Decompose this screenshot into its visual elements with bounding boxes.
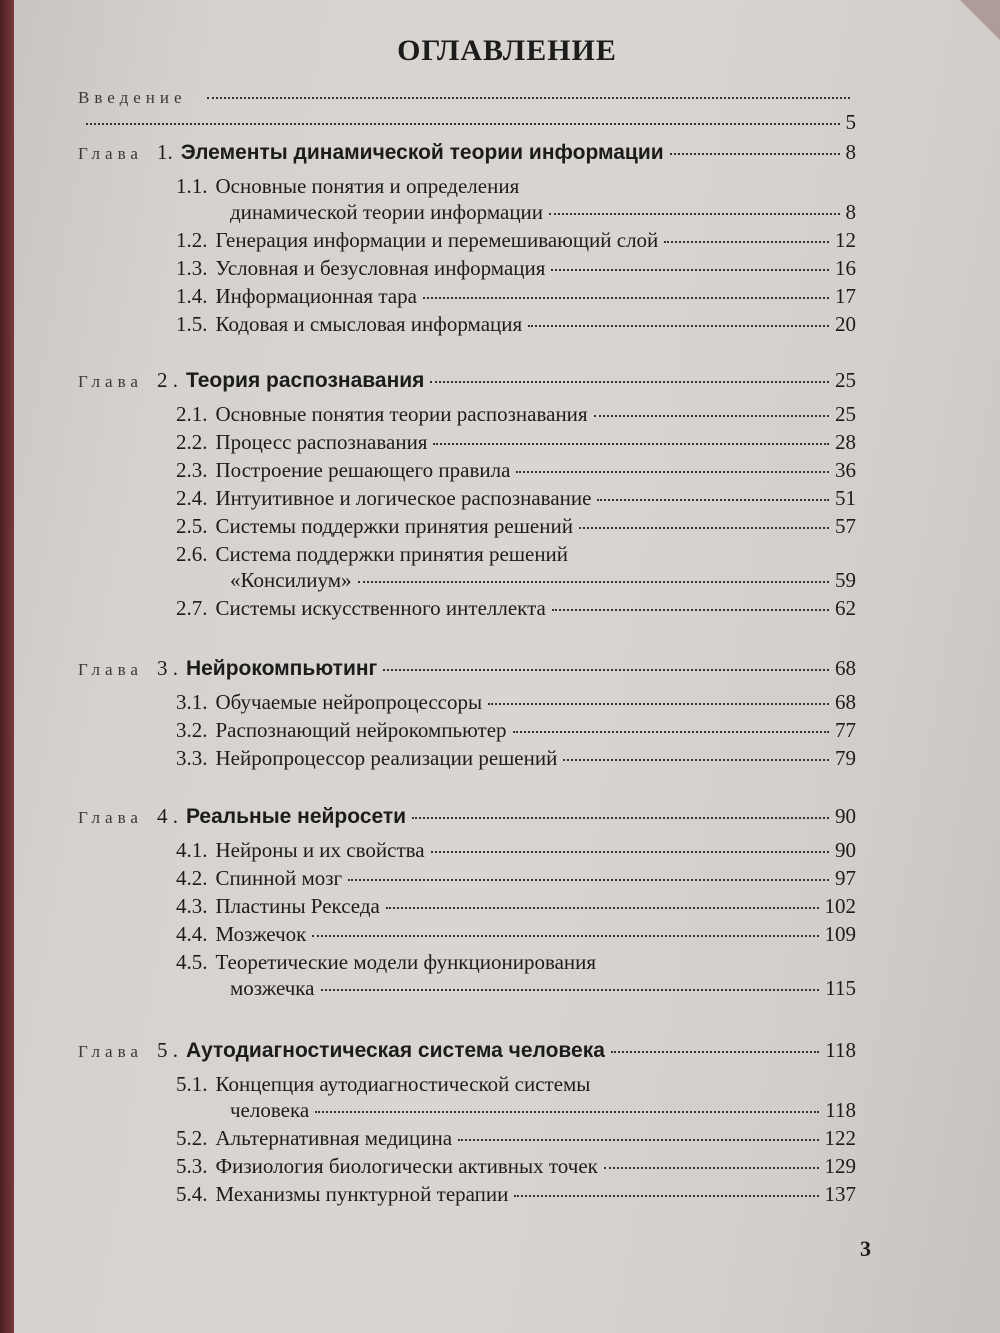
dot-leader (604, 1167, 819, 1169)
dot-leader (513, 731, 829, 733)
section-number: 1.1. (176, 174, 208, 198)
dot-leader (386, 907, 819, 909)
chapter-title: Аутодиагностическая система человека (185, 1039, 605, 1062)
section-title-cont: динамической теории информации (230, 200, 544, 224)
page-ref: 102 (824, 894, 856, 918)
toc-section (176, 690, 856, 715)
dot-leader (431, 851, 829, 853)
page-ref: 57 (835, 514, 856, 538)
page-ref: 12 (835, 228, 856, 252)
page-ref: 109 (824, 922, 856, 946)
chapter-number: 2 . (156, 368, 178, 392)
toc-section (176, 458, 856, 483)
section-number: 2.4. (176, 486, 208, 510)
section-title-cont: «Консилиум» (230, 568, 352, 592)
section-number: 2.2. (176, 430, 208, 454)
dot-leader (563, 759, 829, 761)
section-title: Основные понятия и определения (215, 174, 520, 198)
chapter-number: 1. (156, 140, 173, 164)
section-title-cont: мозжечка (230, 976, 315, 1000)
dot-leader (552, 609, 829, 611)
chapter-title: Реальные нейросети (185, 805, 407, 828)
section-title: Спинной мозг (215, 866, 343, 890)
section-title: Генерация информации и перемешивающий слой (215, 228, 659, 252)
page-ref: 17 (835, 284, 856, 308)
dot-leader (321, 989, 820, 991)
section-title: Пластины Рекседа (215, 894, 380, 918)
chapter-number: 3 . (156, 656, 178, 680)
section-title: Системы искусственного интеллекта (215, 596, 546, 620)
toc-section (176, 922, 856, 947)
toc-chapter (78, 368, 856, 393)
page-ref: 97 (835, 866, 856, 890)
section-title: Теоретические модели функционирования (215, 950, 597, 974)
toc-section (176, 1154, 856, 1179)
toc-intro (78, 88, 856, 108)
section-title: Кодовая и смысловая информация (215, 312, 523, 336)
section-title: Основные понятия теории распознавания (215, 402, 588, 426)
toc-section (176, 256, 856, 281)
toc-section (176, 950, 856, 975)
dot-leader (670, 153, 840, 155)
intro-label: Введение (78, 88, 187, 107)
toc-section (176, 746, 856, 771)
toc-section (176, 866, 856, 891)
toc-section (176, 542, 856, 567)
section-title: Распознающий нейрокомпьютер (215, 718, 507, 742)
section-number: 2.7. (176, 596, 208, 620)
toc-section (176, 1182, 856, 1207)
section-number: 4.5. (176, 950, 208, 974)
section-title: Альтернативная медицина (215, 1126, 453, 1150)
page-ref: 8 (845, 200, 856, 224)
page-ref: 59 (835, 568, 856, 592)
toc-section (176, 402, 856, 427)
dot-leader (488, 703, 829, 705)
chapter-lead: Глава (78, 372, 143, 391)
section-number: 2.5. (176, 514, 208, 538)
toc-section-cont (230, 568, 856, 593)
section-number: 1.4. (176, 284, 208, 308)
section-number: 5.2. (176, 1126, 208, 1150)
toc-section (176, 174, 856, 199)
dot-leader (594, 415, 829, 417)
toc-chapter (78, 656, 856, 681)
section-number: 5.4. (176, 1182, 208, 1206)
dot-leader (315, 1111, 819, 1113)
book-cover-edge (0, 0, 14, 1333)
toc-section (176, 312, 856, 337)
section-title: Интуитивное и логическое распознавание (215, 486, 592, 510)
toc-section (176, 596, 856, 621)
toc-section (176, 1072, 856, 1097)
page-ref: 79 (835, 746, 856, 770)
toc-section (176, 486, 856, 511)
dot-leader (528, 325, 829, 327)
page-ref: 28 (835, 430, 856, 454)
page-ref: 51 (835, 486, 856, 510)
section-title: Информационная тара (215, 284, 417, 308)
section-number: 4.4. (176, 922, 208, 946)
page-ref: 90 (835, 838, 856, 862)
section-number: 1.3. (176, 256, 208, 280)
dot-leader (312, 935, 818, 937)
toc-section-cont (230, 976, 856, 1001)
toc-chapter (78, 804, 856, 829)
section-title: Процесс распознавания (215, 430, 428, 454)
section-title: Механизмы пунктурной терапии (215, 1182, 509, 1206)
dot-leader (549, 213, 839, 215)
dot-leader (551, 269, 829, 271)
dot-leader (348, 879, 829, 881)
toc-section (176, 228, 856, 253)
page-ref: 68 (835, 656, 856, 680)
chapter-title: Элементы динамической теории информации (180, 141, 664, 164)
chapter-title: Теория распознавания (185, 369, 425, 392)
section-number: 5.1. (176, 1072, 208, 1096)
toc-section-cont (230, 1098, 856, 1123)
section-title: Концепция аутодиагностической системы (215, 1072, 591, 1096)
page-ref: 68 (835, 690, 856, 714)
book-page (14, 0, 1000, 1333)
dot-leader (383, 669, 829, 671)
dot-leader (423, 297, 829, 299)
section-number: 1.2. (176, 228, 208, 252)
page-ref: 20 (835, 312, 856, 336)
dot-leader (611, 1051, 819, 1053)
page-number: 3 (860, 1236, 871, 1261)
section-number: 3.2. (176, 718, 208, 742)
toc-section (176, 838, 856, 863)
section-number: 4.3. (176, 894, 208, 918)
section-title: Физиология биологически активных точек (215, 1154, 598, 1178)
toc-section (176, 430, 856, 455)
page-ref: 36 (835, 458, 856, 482)
section-number: 2.6. (176, 542, 208, 566)
page-ref: 90 (835, 804, 856, 828)
section-number: 1.5. (176, 312, 208, 336)
chapter-number: 4 . (156, 804, 178, 828)
toc-title: ОГЛАВЛЕНИЕ (397, 34, 617, 67)
toc-section (176, 894, 856, 919)
chapter-title: Нейрокомпьютинг (185, 657, 378, 680)
section-title: Системы поддержки принятия решений (215, 514, 573, 538)
dot-leader (430, 381, 829, 383)
page-ref: 25 (835, 402, 856, 426)
section-number: 5.3. (176, 1154, 208, 1178)
page-ref: 118 (825, 1038, 856, 1062)
page-ref: 8 (845, 140, 856, 164)
chapter-lead: Глава (78, 144, 143, 163)
section-number: 2.1. (176, 402, 208, 426)
page-ref: 5 (845, 110, 856, 134)
dot-leader (514, 1195, 818, 1197)
page-ref: 122 (824, 1126, 856, 1150)
dot-leader (597, 499, 829, 501)
section-number: 3.1. (176, 690, 208, 714)
section-title: Условная и безусловная информация (215, 256, 546, 280)
section-title: Нейропроцессор реализации решений (215, 746, 558, 770)
toc-section (176, 514, 856, 539)
toc-chapter (78, 140, 856, 165)
page-ref: 16 (835, 256, 856, 280)
section-title: Система поддержки принятия решений (215, 542, 569, 566)
dot-leader (664, 241, 829, 243)
section-title-cont: человека (230, 1098, 310, 1122)
dot-leader (358, 581, 830, 583)
page-ref: 25 (835, 368, 856, 392)
toc-intro-cont (80, 110, 856, 135)
chapter-number: 5 . (156, 1038, 178, 1062)
dot-leader (412, 817, 829, 819)
section-title: Построение решающего правила (215, 458, 511, 482)
chapter-lead: Глава (78, 1042, 143, 1061)
page-ref: 118 (825, 1098, 856, 1122)
page-ref: 77 (835, 718, 856, 742)
dot-leader (516, 471, 829, 473)
dot-leader (433, 443, 829, 445)
page-ref: 137 (824, 1182, 856, 1206)
dot-leader (86, 123, 840, 125)
page-ref: 115 (825, 976, 856, 1000)
toc-entries (14, 0, 1000, 1333)
dot-leader (207, 97, 850, 99)
dot-leader (579, 527, 829, 529)
section-number: 2.3. (176, 458, 208, 482)
toc-section (176, 718, 856, 743)
toc-section (176, 284, 856, 309)
chapter-lead: Глава (78, 808, 143, 827)
section-title: Нейроны и их свойства (215, 838, 425, 862)
chapter-lead: Глава (78, 660, 143, 679)
section-number: 3.3. (176, 746, 208, 770)
toc-chapter (78, 1038, 856, 1063)
section-number: 4.2. (176, 866, 208, 890)
section-title: Обучаемые нейропроцессоры (215, 690, 483, 714)
dot-leader (458, 1139, 818, 1141)
toc-section-cont (230, 200, 856, 225)
toc-section (176, 1126, 856, 1151)
page-ref: 129 (824, 1154, 856, 1178)
section-number: 4.1. (176, 838, 208, 862)
section-title: Мозжечок (215, 922, 307, 946)
page-ref: 62 (835, 596, 856, 620)
